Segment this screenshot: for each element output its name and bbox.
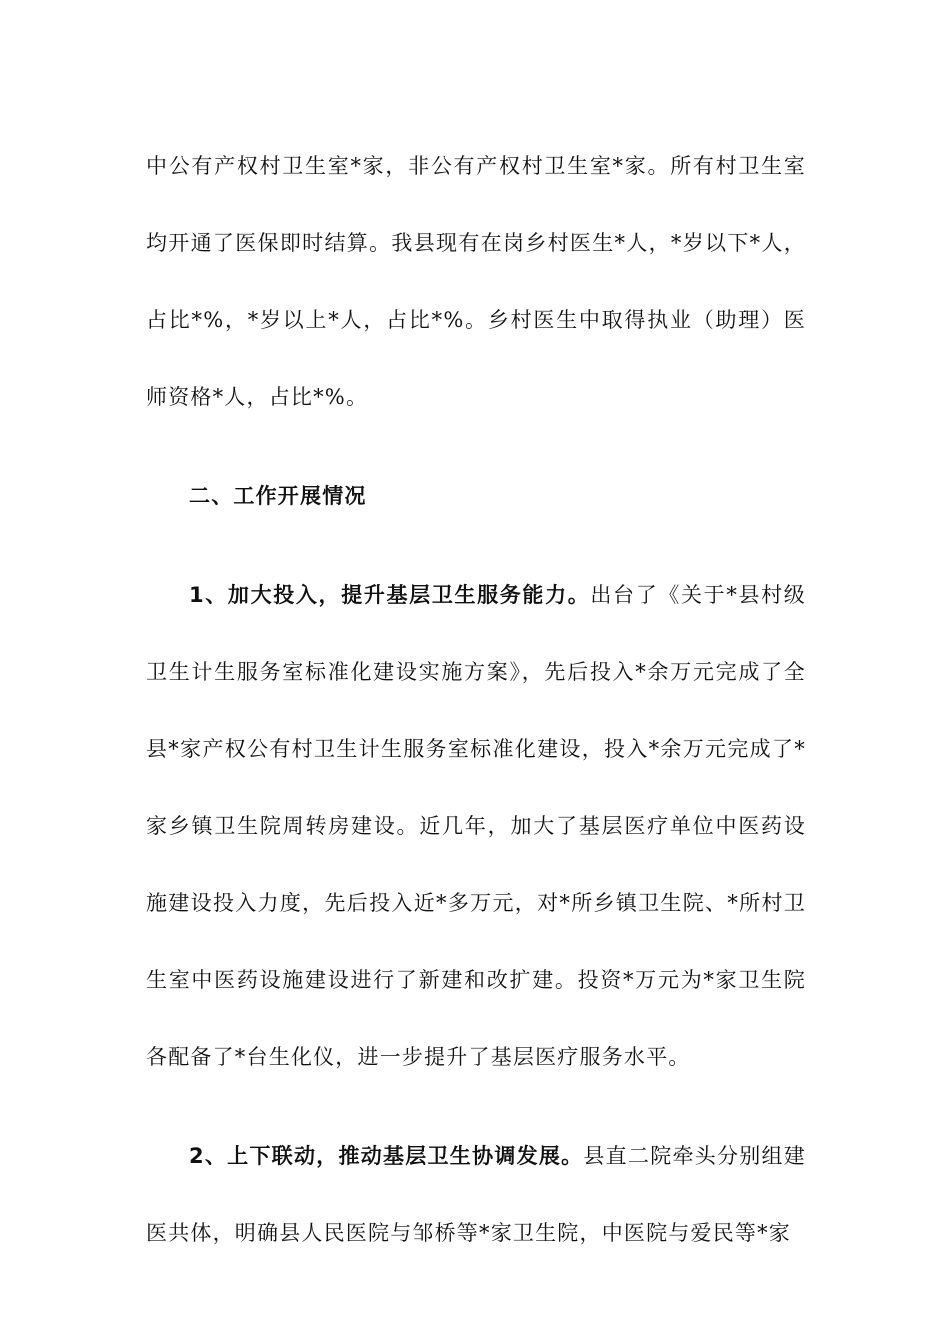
item-1-body: 出台了《关于*县村级卫生计生服务室标准化建设实施方案》，先后投入*余万元完成了全县*家产权公有村卫生计生服务室标准化建设，投入*余万元完成了*家乡镇卫生院周转房建设。近几年，加大了基层医疗单位中医药设施建设投入力度，先后投入近*多万元，对*所乡镇卫生院、*所村卫生室中医药设施建设进行了新建和改扩建。投资*万元为*家卫生院各配备了*台生化仪，进一步提升了基层医疗服务水平。 <box>146 583 806 1069</box>
section-heading: 二、工作开展情况 <box>189 484 367 508</box>
item-2-paragraph <box>146 1118 806 1272</box>
item-2-body: 县直二院牵头分别组建医共体，明确县人民医院与邹桥等*家卫生院，中医院与爱民等*家 <box>146 1144 806 1245</box>
item-1-lead: 1、加大投入，提升基层卫生服务能力。 <box>189 583 591 607</box>
paragraph-staffing: 中公有产权村卫生室*家，非公有产权村卫生室*家。所有村卫生室均开通了医保即时结算。我县现有在岗乡村医生*人，*岁以下*人，占比*%，*岁以上*人，占比*%。乡村医生中取得执业（助理）医师资格*人，占比*%。 <box>146 154 806 409</box>
item-2-lead: 2、上下联动，推动基层卫生协调发展。 <box>189 1144 584 1168</box>
document-page <box>146 128 806 1272</box>
item-1-paragraph <box>146 557 806 1096</box>
